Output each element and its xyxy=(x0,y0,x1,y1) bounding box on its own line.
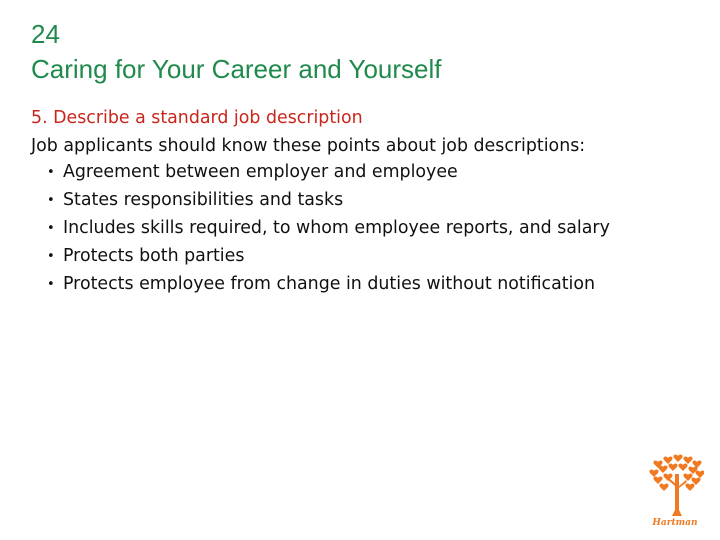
list-item xyxy=(47,160,663,185)
bullet-icon: • xyxy=(47,277,55,292)
hartman-logo xyxy=(646,452,704,528)
section-heading: 5. Describe a standard job description xyxy=(31,108,363,128)
list-item xyxy=(47,272,663,297)
list-item xyxy=(47,244,663,269)
chapter-title: Caring for Your Career and Yourself xyxy=(31,54,442,84)
bullet-icon: • xyxy=(47,249,55,264)
list-item-text: States responsibilities and tasks xyxy=(63,190,344,210)
intro-text: Job applicants should know these points about job descriptions: xyxy=(31,136,586,156)
bullet-icon: • xyxy=(47,165,55,180)
list-item-text: Agreement between employer and employee xyxy=(63,162,458,182)
list-item-text: Protects employee from change in duties without notification xyxy=(63,274,596,294)
bullet-list xyxy=(31,160,701,297)
svg-text:Hartman: Hartman xyxy=(652,518,698,528)
heart-tree-icon xyxy=(649,455,704,516)
list-item xyxy=(47,216,663,241)
chapter-number: 24 xyxy=(31,19,60,49)
slide-title xyxy=(31,17,442,87)
list-item xyxy=(47,188,663,213)
list-item-text: Protects both parties xyxy=(63,246,245,266)
bullet-icon: • xyxy=(47,221,55,236)
slide-content xyxy=(31,104,701,300)
list-item-text: Includes skills required, to whom employee reports, and salary xyxy=(63,218,610,238)
bullet-icon: • xyxy=(47,193,55,208)
